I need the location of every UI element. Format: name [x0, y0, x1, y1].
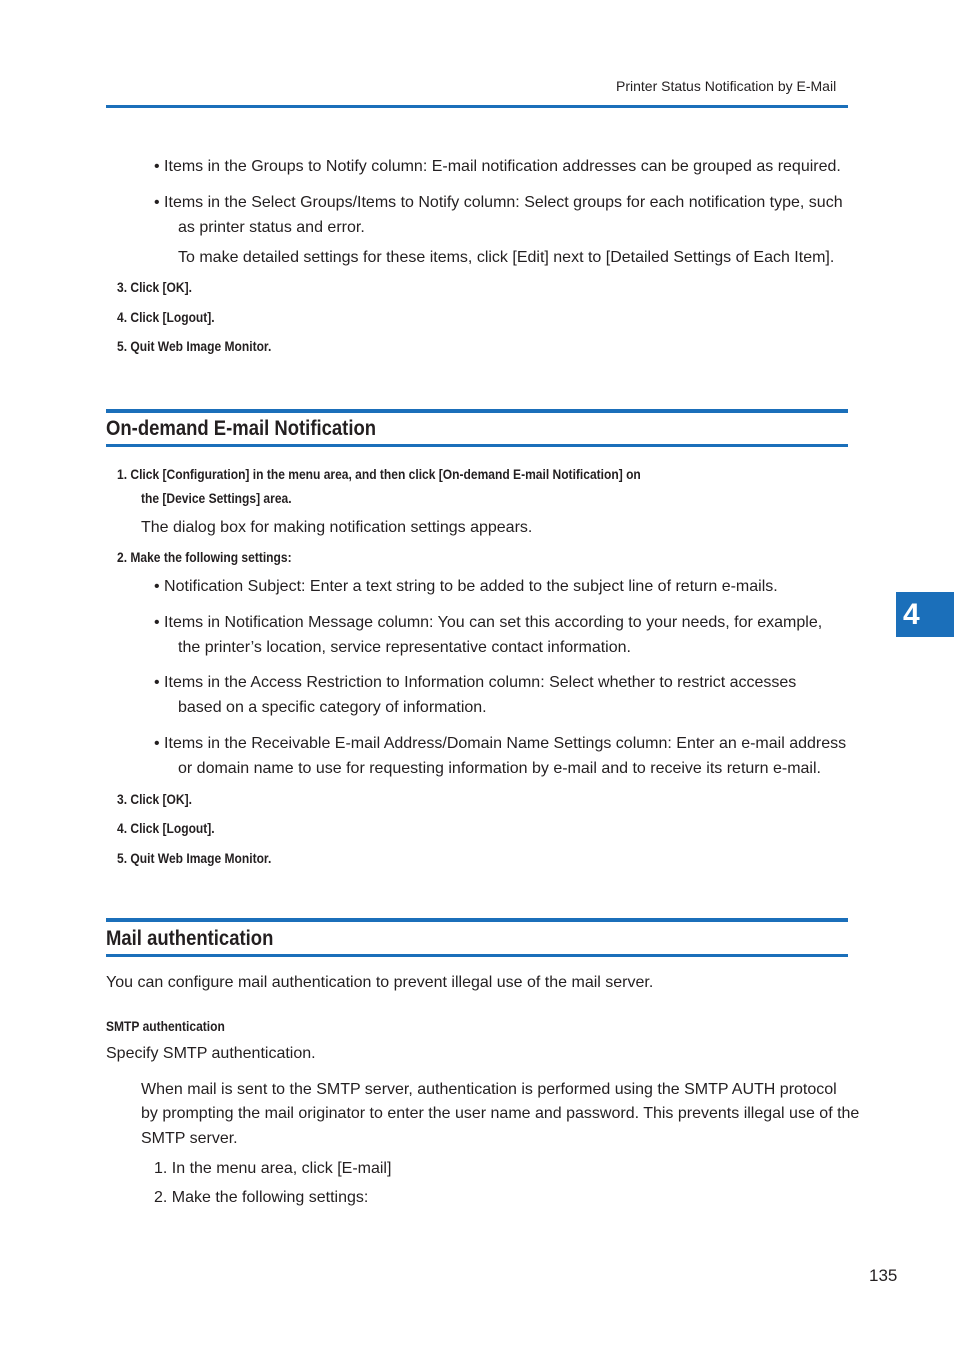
intro-step-quit: 5. Quit Web Image Monitor.	[117, 338, 272, 354]
smtp-step2: 2. Make the following settings:	[154, 1189, 369, 1206]
smtp-para-line2: by prompting the mail originator to enter the user name and password. This prevents illegal use of the	[141, 1105, 860, 1122]
smtp-para-line1: When mail is sent to the SMTP server, authentication is performed using the SMTP AUTH protocol	[141, 1081, 837, 1098]
smtp-para-line3: SMTP server.	[141, 1130, 238, 1147]
section1-step-logout: 4. Click [Logout].	[117, 820, 215, 836]
section2-title: Mail authentication	[106, 927, 274, 950]
section1-step-ok: 3. Click [OK].	[117, 791, 192, 807]
bullet-receivable-address: • Items in the Receivable E-mail Address/Domain Name Settings column: Enter an e-mail address	[154, 735, 847, 752]
section1-bar-bottom	[106, 444, 848, 447]
intro-step-logout: 4. Click [Logout].	[117, 309, 215, 325]
section2-bar-top	[106, 918, 848, 922]
section1-step1-result: The dialog box for making notification settings appears.	[141, 519, 533, 536]
page-number: 135	[869, 1266, 898, 1285]
intro-step-ok: 3. Click [OK].	[117, 279, 192, 295]
section1-step1-cont: the [Device Settings] area.	[141, 490, 292, 506]
smtp-auth-subheading: SMTP authentication	[106, 1018, 225, 1034]
running-header: Printer Status Notification by E-Mail	[616, 78, 837, 94]
bullet-notification-message-cont: the printer’s location, service representative contact information.	[178, 639, 631, 656]
chapter-number: 4	[903, 598, 920, 631]
detailed-settings-note: To make detailed settings for these items, click [Edit] next to [Detailed Settings of Each Item].	[178, 249, 835, 266]
bullet-select-groups-cont: as printer status and error.	[178, 219, 365, 236]
bullet-notification-subject: • Notification Subject: Enter a text string to be added to the subject line of return e-mails.	[154, 578, 778, 595]
header-rule	[106, 105, 848, 108]
section1-step2: 2. Make the following settings:	[117, 549, 292, 565]
bullet-groups-to-notify: • Items in the Groups to Notify column: E-mail notification addresses can be grouped as required.	[154, 158, 841, 175]
chapter-tab	[896, 592, 954, 637]
section1-step1: 1. Click [Configuration] in the menu area, and then click [On-demand E-mail Notification] on	[117, 466, 641, 482]
section2-intro: You can configure mail authentication to prevent illegal use of the mail server.	[106, 974, 654, 991]
bullet-access-restriction: • Items in the Access Restriction to Information column: Select whether to restrict accesses	[154, 674, 797, 691]
section1-bar-top	[106, 409, 848, 413]
section1-step-quit: 5. Quit Web Image Monitor.	[117, 850, 272, 866]
bullet-receivable-address-cont: or domain name to use for requesting information by e-mail and to receive its return e-mail.	[178, 760, 821, 777]
section1-title: On-demand E-mail Notification	[106, 417, 377, 440]
smtp-auth-specify: Specify SMTP authentication.	[106, 1045, 316, 1062]
bullet-select-groups: • Items in the Select Groups/Items to Notify column: Select groups for each notification type, such	[154, 194, 843, 211]
bullet-notification-message: • Items in Notification Message column: You can set this according to your needs, for example,	[154, 614, 823, 631]
bullet-access-restriction-cont: based on a specific category of information.	[178, 699, 487, 716]
smtp-step1: 1. In the menu area, click [E-mail]	[154, 1160, 392, 1177]
section2-bar-bottom	[106, 954, 848, 957]
